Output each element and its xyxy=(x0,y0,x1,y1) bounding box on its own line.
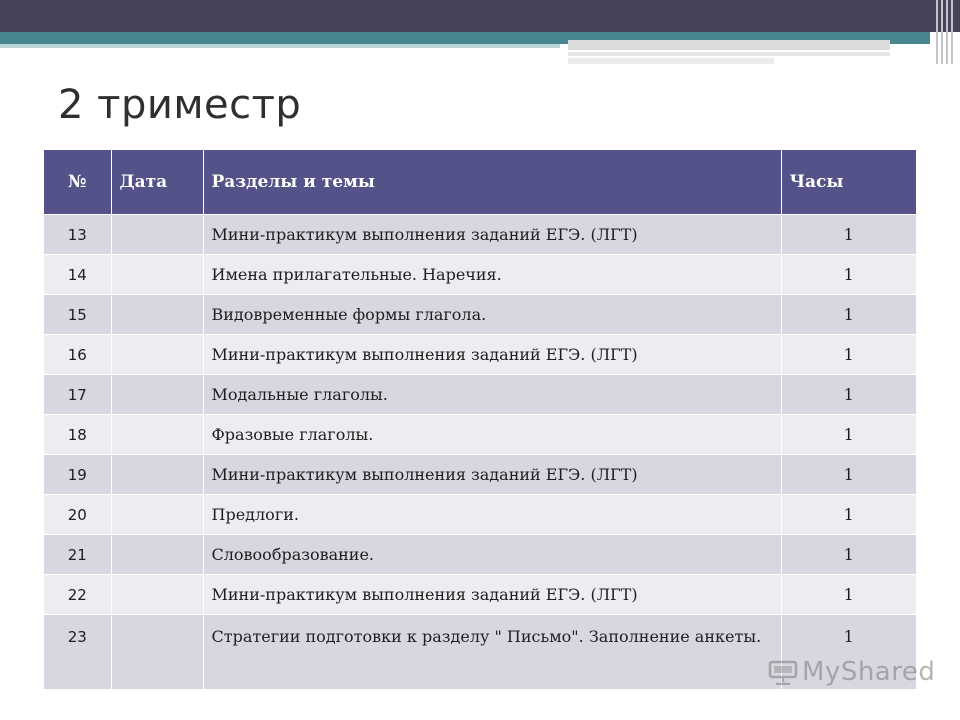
row-number: 19 xyxy=(44,455,111,495)
header-date: Дата xyxy=(111,150,203,215)
row-topic: Фразовые глаголы. xyxy=(203,415,781,455)
row-number: 18 xyxy=(44,415,111,455)
row-number: 20 xyxy=(44,495,111,535)
banner-light-stripe xyxy=(0,44,560,48)
table-row xyxy=(44,415,916,455)
row-topic: Мини-практикум выполнения заданий ЕГЭ. (ЛГТ) xyxy=(203,575,781,615)
presentation-board-icon xyxy=(768,659,798,685)
watermark-text: MyShared xyxy=(802,657,936,687)
table-row xyxy=(44,455,916,495)
row-topic: Мини-практикум выполнения заданий ЕГЭ. (ЛГТ) xyxy=(203,335,781,375)
row-date xyxy=(111,215,203,255)
page-title: 2 триместр xyxy=(58,82,302,128)
row-date xyxy=(111,295,203,335)
row-date xyxy=(111,535,203,575)
table-row xyxy=(44,255,916,295)
row-date xyxy=(111,455,203,495)
row-hours: 1 xyxy=(781,295,916,335)
banner-gray-bar-short xyxy=(568,58,774,64)
header-topic: Разделы и темы xyxy=(203,150,781,215)
banner-gray-bar-thin xyxy=(568,52,890,56)
table-row xyxy=(44,215,916,255)
row-number: 17 xyxy=(44,375,111,415)
row-number: 21 xyxy=(44,535,111,575)
corner-decoration xyxy=(934,0,956,64)
watermark xyxy=(768,656,935,688)
row-date xyxy=(111,335,203,375)
row-hours: 1 xyxy=(781,455,916,495)
row-number: 22 xyxy=(44,575,111,615)
table-row xyxy=(44,495,916,535)
row-hours: 1 xyxy=(781,535,916,575)
header-hours: Часы xyxy=(781,150,916,215)
row-hours: 1 xyxy=(781,375,916,415)
row-topic: Предлоги. xyxy=(203,495,781,535)
row-number: 16 xyxy=(44,335,111,375)
row-number: 14 xyxy=(44,255,111,295)
lesson-plan-table xyxy=(44,150,916,689)
row-date xyxy=(111,575,203,615)
row-number: 23 xyxy=(44,615,111,690)
row-topic: Модальные глаголы. xyxy=(203,375,781,415)
row-date xyxy=(111,615,203,690)
table-row xyxy=(44,535,916,575)
row-number: 15 xyxy=(44,295,111,335)
row-hours: 1 xyxy=(781,215,916,255)
banner-gray-bar xyxy=(568,40,890,50)
row-date xyxy=(111,375,203,415)
table-header-row xyxy=(44,150,916,215)
top-banner xyxy=(0,0,960,32)
table-row xyxy=(44,295,916,335)
row-hours: 1 xyxy=(781,415,916,455)
row-hours: 1 xyxy=(781,615,916,690)
header-number: № xyxy=(44,150,111,215)
row-date xyxy=(111,415,203,455)
row-hours: 1 xyxy=(781,335,916,375)
table-row xyxy=(44,575,916,615)
row-topic: Словообразование. xyxy=(203,535,781,575)
row-topic: Мини-практикум выполнения заданий ЕГЭ. (ЛГТ) xyxy=(203,455,781,495)
table-row xyxy=(44,375,916,415)
row-topic: Видовременные формы глагола. xyxy=(203,295,781,335)
row-topic: Стратегии подготовки к разделу " Письмо". Заполнение анкеты. xyxy=(203,615,781,690)
row-hours: 1 xyxy=(781,495,916,535)
row-hours: 1 xyxy=(781,575,916,615)
row-hours: 1 xyxy=(781,255,916,295)
row-date xyxy=(111,255,203,295)
table-row xyxy=(44,335,916,375)
row-date xyxy=(111,495,203,535)
row-topic: Имена прилагательные. Наречия. xyxy=(203,255,781,295)
row-topic: Мини-практикум выполнения заданий ЕГЭ. (ЛГТ) xyxy=(203,215,781,255)
row-number: 13 xyxy=(44,215,111,255)
